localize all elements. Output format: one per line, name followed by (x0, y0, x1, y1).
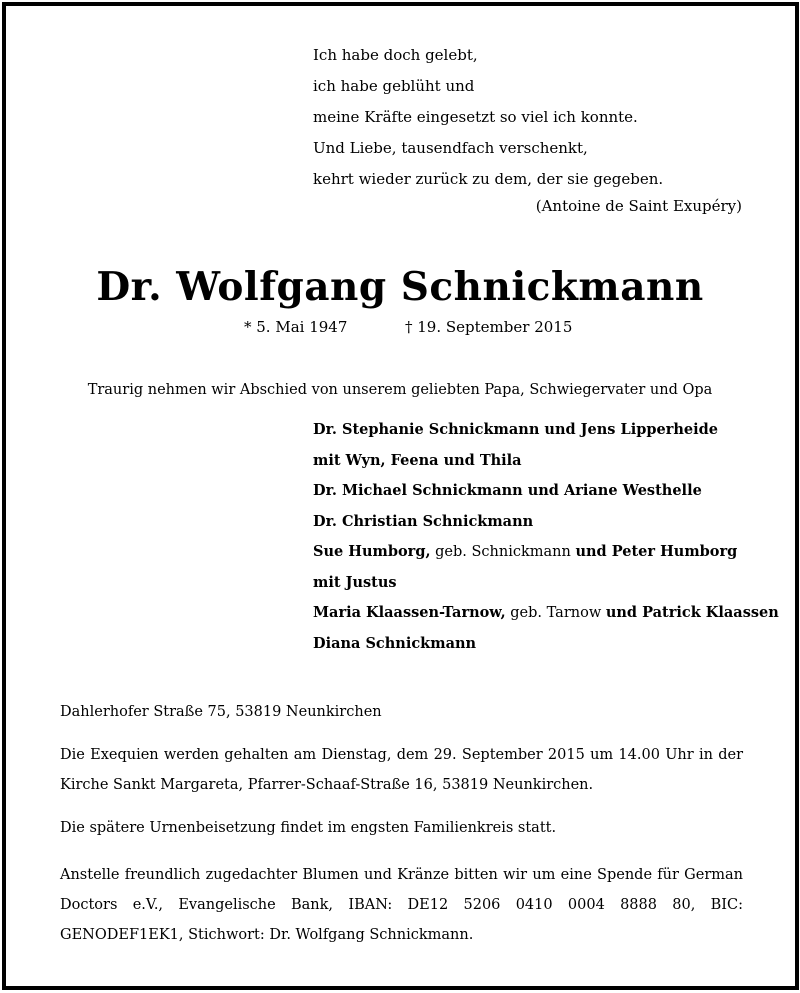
mourner-name: Dr. Stephanie Schnickmann und Jens Lipperheide (313, 421, 719, 438)
mourner-name: Diana Schnickmann (313, 634, 477, 652)
poem-line: Und Liebe, tausendfach verschenkt, (313, 139, 588, 157)
poem-source: (Antoine de Saint Exupéry) (535, 197, 742, 215)
poem-line: meine Kräfte eingesetzt so viel ich konnte. (313, 108, 638, 126)
mourner-line (313, 415, 779, 446)
mourner-line (313, 598, 779, 629)
mourner-name: Maria Klaassen-Tarnow, (313, 604, 506, 621)
birth-date: * 5. Mai 1947 (244, 318, 348, 336)
mourner-line (313, 629, 779, 660)
mourner-name: Dr. Michael Schnickmann und Ariane Westhelle (313, 482, 702, 499)
mourner-line (313, 537, 779, 568)
mourner-line (313, 568, 779, 599)
mourner-name: mit Wyn, Feena und Thila (313, 451, 522, 469)
mourner-line (313, 507, 779, 538)
poem (313, 40, 663, 195)
mourner-partner: und Peter Humborg (575, 543, 738, 560)
address: Dahlerhofer Straße 75, 53819 Neunkirchen (60, 704, 382, 720)
mourners-list (313, 415, 779, 659)
mourner-name: Sue Humborg, (313, 543, 431, 560)
mourner-note: geb. Schnickmann (430, 544, 576, 560)
poem-line: ich habe geblüht und (313, 77, 475, 95)
donation-text: Anstelle freundlich zugedachter Blumen und Kränze bitten wir um eine Spende für German Doctors e.V., Evangelische Bank, IBAN: DE12 5206 0410 0004 8888 80, BIC: GENODEF1EK1, Stichwort: Dr. Wolfgang Schnickmann. (60, 867, 743, 943)
mourner-partner: und Patrick Klaassen (605, 604, 779, 621)
mourner-name: mit Justus (313, 573, 397, 591)
death-date: † 19. September 2015 (405, 318, 573, 336)
mourner-note: geb. Tarnow (505, 605, 606, 621)
mourner-line (313, 476, 779, 507)
urn-burial-text: Die spätere Urnenbeisetzung findet im engsten Familienkreis statt. (60, 820, 557, 836)
intro-text: Traurig nehmen wir Abschied von unserem geliebten Papa, Schwiegervater und Opa (87, 382, 713, 398)
mourner-line (313, 446, 779, 477)
poem-line: Ich habe doch gelebt, (313, 46, 478, 64)
poem-line: kehrt wieder zurück zu dem, der sie gegeben. (313, 170, 664, 188)
funeral-service-text: Die Exequien werden gehalten am Dienstag, dem 29. September 2015 um 14.00 Uhr in der Kirche Sankt Margareta, Pfarrer-Schaaf-Straße 16, 53819 Neunkirchen. (60, 747, 743, 793)
deceased-name: Dr. Wolfgang Schnickmann (96, 264, 704, 310)
mourner-name: Dr. Christian Schnickmann (313, 512, 534, 530)
